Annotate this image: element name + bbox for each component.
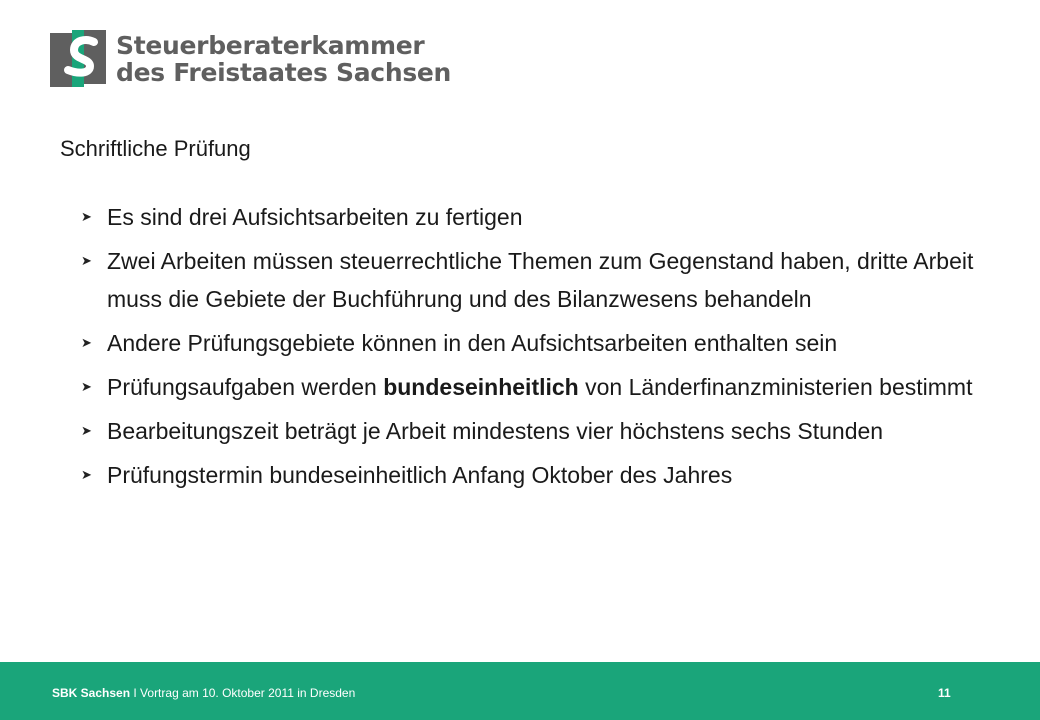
bullet-text-before: Prüfungsaufgaben werden	[107, 374, 384, 400]
bullet-text: Andere Prüfungsgebiete können in den Aufsichtsarbeiten enthalten sein	[107, 330, 838, 356]
bullet-item	[75, 368, 995, 406]
bullet-text: Bearbeitungszeit beträgt je Arbeit mindestens vier höchstens sechs Stunden	[107, 418, 884, 444]
arrowhead-bullet-icon: ➤	[81, 209, 92, 224]
bullet-item	[75, 324, 995, 362]
arrowhead-bullet-icon: ➤	[81, 335, 92, 350]
footer-event: Vortrag am 10. Oktober 2011 in Dresden	[140, 686, 356, 700]
bullet-item	[75, 242, 995, 318]
bullet-text-after: von Länderfinanzministerien bestimmt	[578, 374, 973, 400]
footer-text	[52, 686, 355, 700]
bullet-text: Prüfungstermin bundeseinheitlich Anfang Oktober des Jahres	[107, 462, 733, 488]
footer-separator: I	[130, 686, 141, 700]
slide-title: Schriftliche Prüfung	[60, 136, 251, 161]
sbk-logo-icon	[50, 30, 106, 87]
page-number: 11	[938, 686, 951, 700]
bullet-text: Es sind drei Aufsichtsarbeiten zu fertigen	[107, 204, 523, 230]
arrowhead-bullet-icon: ➤	[81, 467, 92, 482]
bullet-list	[75, 198, 995, 500]
arrowhead-bullet-icon: ➤	[81, 379, 92, 394]
arrowhead-bullet-icon: ➤	[81, 423, 92, 438]
footer-bar	[0, 662, 1040, 720]
logo	[50, 30, 451, 87]
bullet-item	[75, 456, 995, 494]
bullet-text: Zwei Arbeiten müssen steuerrechtliche Themen zum Gegenstand haben, dritte Arbeit muss die Gebiete der Buchführung und des Bilanzwesens behandeln	[107, 248, 974, 312]
logo-text	[116, 32, 451, 86]
bullet-item	[75, 198, 995, 236]
bullet-emphasis: bundeseinheitlich	[383, 374, 579, 400]
logo-line-2: des Freistaates Sachsen	[116, 57, 452, 87]
logo-line-1: Steuerberaterkammer	[116, 30, 425, 60]
arrowhead-bullet-icon: ➤	[81, 253, 92, 268]
bullet-item	[75, 412, 995, 450]
footer-org: SBK Sachsen	[52, 686, 131, 700]
